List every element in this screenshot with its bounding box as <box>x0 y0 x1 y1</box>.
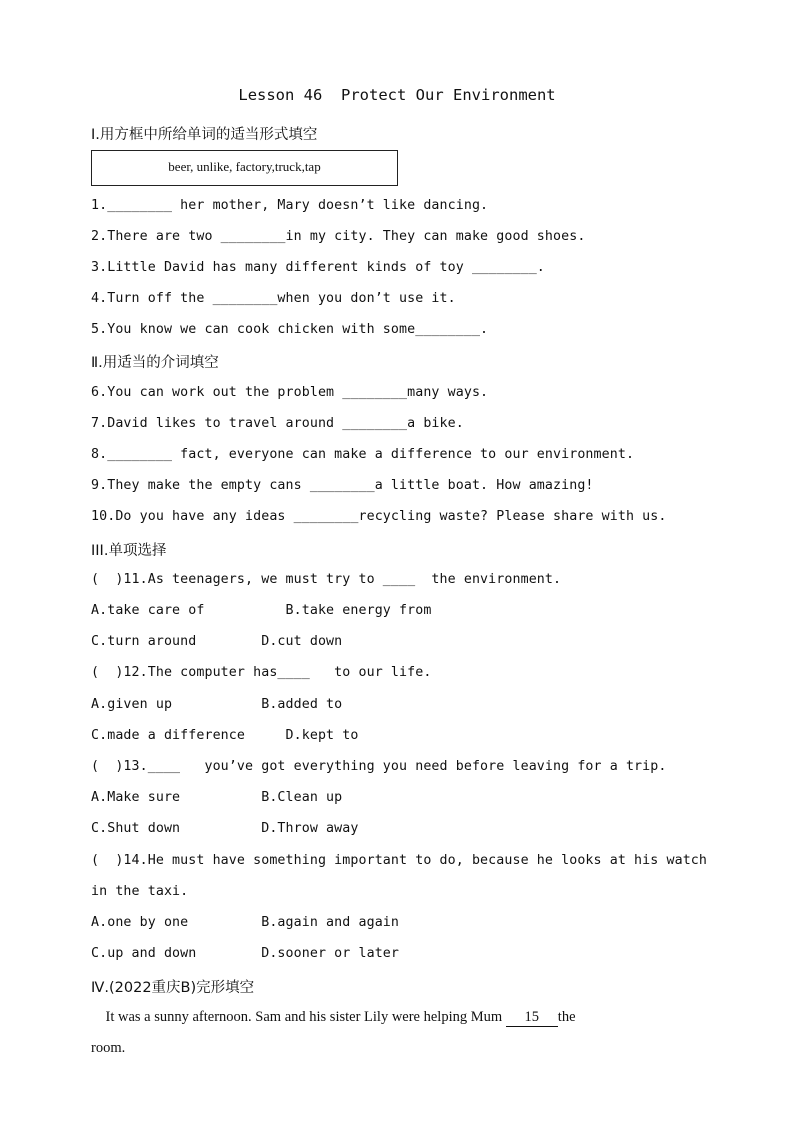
question-5: 5.You know we can cook chicken with some________. <box>91 322 489 337</box>
question-11-options-cd: C.turn around D.cut down <box>91 634 343 649</box>
question-11-options-ab: A.take care of B.take energy from <box>91 603 432 618</box>
passage-line-1 <box>91 1009 703 1027</box>
question-7: 7.David likes to travel around ________a bike. <box>91 416 464 431</box>
question-6: 6.You can work out the problem ________many ways. <box>91 385 489 400</box>
page-title: Lesson 46 Protect Our Environment <box>238 86 556 104</box>
question-14-options-ab: A.one by one B.again and again <box>91 915 400 930</box>
question-10: 10.Do you have any ideas ________recycling waste? Please share with us. <box>91 509 667 524</box>
question-2: 2.There are two ________in my city. They can make good shoes. <box>91 229 586 244</box>
passage-text-after-blank: the <box>557 1009 576 1025</box>
word-box-text: beer, unlike, factory,truck,tap <box>168 159 321 174</box>
question-12-options-cd: C.made a difference D.kept to <box>91 728 359 743</box>
question-14-continued: in the taxi. <box>91 884 189 899</box>
section-2-heading: Ⅱ.用适当的介词填空 <box>91 355 219 371</box>
question-8: 8.________ fact, everyone can make a difference to our environment. <box>91 447 635 462</box>
question-12: ( )12.The computer has____ to our life. <box>91 665 432 680</box>
question-11: ( )11.As teenagers, we must try to ____ the environment. <box>91 572 562 587</box>
question-4: 4.Turn off the ________when you don’t use it. <box>91 291 456 306</box>
question-14-options-cd: C.up and down D.sooner or later <box>91 946 400 961</box>
section-3-heading: III.单项选择 <box>91 543 167 559</box>
word-box <box>91 150 398 186</box>
question-3: 3.Little David has many different kinds of toy ________. <box>91 260 545 275</box>
question-13: ( )13.____ you’ve got everything you need before leaving for a trip. <box>91 759 667 774</box>
section-1-heading: Ⅰ.用方框中所给单词的适当形式填空 <box>91 127 318 143</box>
question-13-options-cd: C.Shut down D.Throw away <box>91 821 359 836</box>
question-12-options-ab: A.given up B.added to <box>91 697 343 712</box>
question-14: ( )14.He must have something important to do, because he looks at his watch <box>91 853 708 868</box>
section-4-heading: Ⅳ.(2022重庆B)完形填空 <box>91 980 255 996</box>
question-1: 1.________ her mother, Mary doesn’t like dancing. <box>91 198 489 213</box>
passage-line-2: room. <box>91 1040 126 1056</box>
blank-15: 15 <box>506 1009 558 1027</box>
question-9: 9.They make the empty cans ________a little boat. How amazing! <box>91 478 594 493</box>
passage-text-start: It was a sunny afternoon. Sam and his sister Lily were helping Mum <box>91 1009 506 1025</box>
question-13-options-ab: A.Make sure B.Clean up <box>91 790 343 805</box>
